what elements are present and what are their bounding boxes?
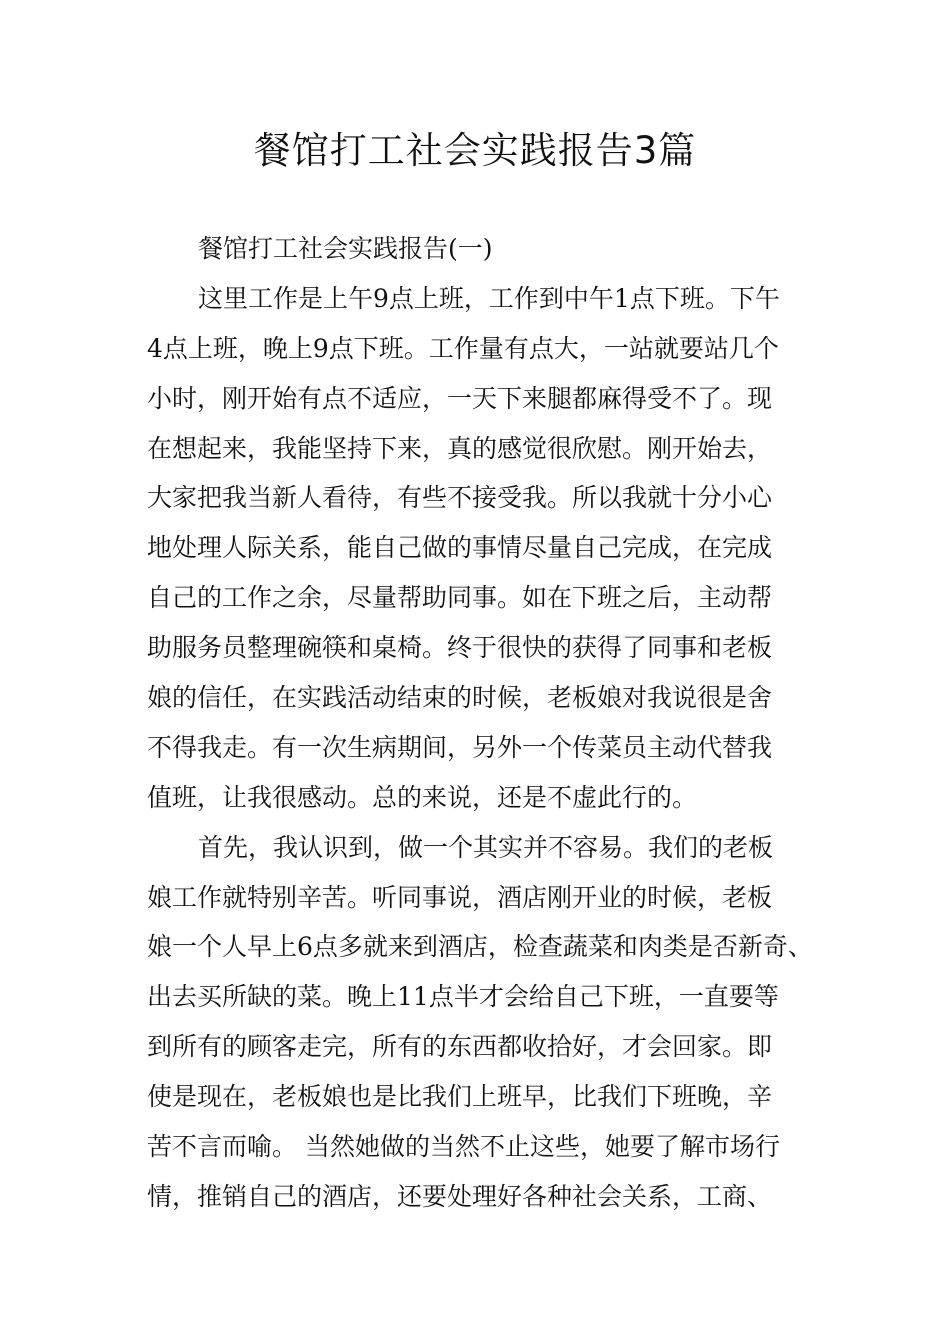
text-line: 娘工作就特别辛苦。听同事说，酒店刚开业的时候，老板 (147, 882, 773, 912)
text-line: 在想起来，我能坚持下来，真的感觉很欣慰。刚开始去， (147, 433, 773, 463)
text-line: 自己的工作之余，尽量帮助同事。如在下班之后，主动帮 (147, 583, 773, 613)
text-line: 苦不言而喻。 当然她做的当然不止这些，她要了解市场行 (147, 1132, 780, 1162)
text-line: 使是现在，老板娘也是比我们上班早，比我们下班晚，辛 (147, 1082, 773, 1112)
text-line: 大家把我当新人看待，有些不接受我。所以我就十分小心 (147, 483, 773, 513)
text-line: 出去买所缺的菜。晚上11点半才会给自己下班，一直要等 (147, 982, 779, 1012)
text-line: 不得我走。有一次生病期间，另外一个传菜员主动代替我 (147, 732, 773, 762)
text-line: 娘的信任，在实践活动结束的时候，老板娘对我说很是舍 (147, 683, 773, 713)
text-line: 餐馆打工社会实践报告(一) (198, 234, 493, 263)
document-title: 餐馆打工社会实践报告3篇 (253, 129, 697, 172)
text-line: 首先，我认识到，做一个其实并不容易。我们的老板 (198, 832, 774, 862)
text-line: 地处理人际关系，能自己做的事情尽量自己完成，在完成 (147, 533, 773, 563)
text-line: 小时，刚开始有点不适应，一天下来腿都麻得受不了。现 (147, 383, 773, 413)
text-line: 值班，让我很感动。总的来说，还是不虚此行的。 (147, 782, 698, 812)
text-line: 这里工作是上午9点上班，工作到中午1点下班。下午 (198, 283, 780, 313)
text-line: 到所有的顾客走完，所有的东西都收拾好，才会回家。即 (147, 1032, 773, 1062)
document-body (147, 224, 813, 1222)
text-line: 娘一个人早上6点多就来到酒店，检查蔬菜和肉类是否新奇、 (147, 932, 813, 962)
text-line: 助服务员整理碗筷和桌椅。终于很快的获得了同事和老板 (147, 633, 773, 663)
text-line: 情，推销自己的酒店，还要处理好各种社会关系，工商、 (147, 1181, 773, 1211)
text-line: 4点上班，晚上9点下班。工作量有点大，一站就要站几个 (147, 333, 779, 363)
